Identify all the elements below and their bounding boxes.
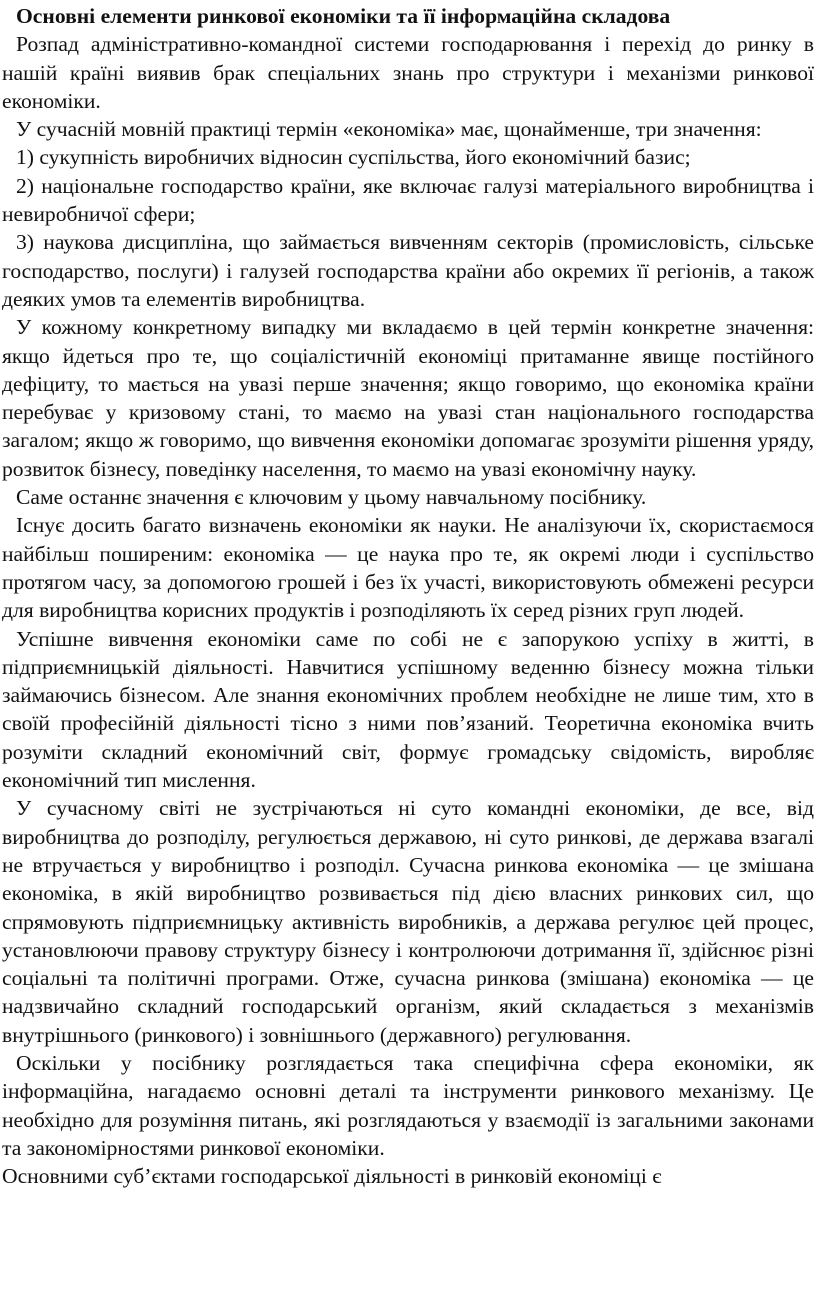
paragraph-key-meaning: Саме останнє значення є ключовим у цьому навчальному посібнику. bbox=[16, 485, 647, 510]
paragraph-success: Успішне вивчення економіки саме по собі не є запорукою успіху в житті, в підприємницькій діяльності. Навчитися успішному веденню бізнесу можна тільки займаючись бізнесом. Але знання економічних проблем необхідне не лише тим, хто в своїй професійній діяльності тісно з ними пов’язаний. Теоретична економіка вчить розуміти складний економічний світ, формує громадську свідомість, виробляє економічний тип мислення. bbox=[2, 626, 814, 793]
list-item-meaning-3: 3) наукова дисципліна, що займається вивченням секторів (промисловість, сільське господарство, послуги) і галузей господарства країни або окремих її регіонів, а також деяких умов та елементів виробництва. bbox=[2, 230, 814, 311]
paragraph-mixed-economy: У сучасному світі не зустрічаються ні суто командні економіки, де все, від виробництва до розподілу, регулюється державою, ні суто ринкові, де держава взагалі не втручається у виробництво і розподіл. Сучасна ринкова економіка — це змішана економіка, в якій виробництво розвивається під дією власних ринкових сил, що спрямовують підприємницьку активність виробників, а держава регулює цей процес, установлюючи правову структуру бізнесу і контролюючи дотримання її, здійснює різні соціальні та політичні програми. Отже, сучасна ринкова (змішана) економіка — це надзвичайно складний господарський організм, який складається з механізмів внутрішнього (ринкового) і зовнішнього (державного) регулювання. bbox=[2, 796, 814, 1047]
paragraph-intro: Розпад адміністративно-командної системи господарювання і перехід до ринку в нашій країні виявив брак спеціальних знань про структури і механізми ринкової економіки. bbox=[2, 32, 814, 113]
paragraph-definition: Існує досить багато визначень економіки як науки. Не аналізуючи їх, скористаємося найбільш поширеним: економіка — це наука про те, як окремі люди і суспільство протягом часу, за допомогою грошей і без їх участі, використовують обмежені ресурси для виробництва корисних продуктів і розподіляють їх серед різних груп людей. bbox=[2, 513, 814, 623]
paragraph-information-sphere: Оскільки у посібнику розглядається така специфічна сфера економіки, як інформаційна, нагадаємо основні деталі та інструменти ринкового механізму. Це необхідно для розуміння питань, які розглядаються у взаємодії із загальними законами та закономірностями ринкової економіки. bbox=[2, 1050, 814, 1160]
paragraph-term-meanings: У сучасній мовній практиці термін «економіка» має, щонайменше, три значення: bbox=[16, 117, 762, 142]
paragraph-specific-meaning: У кожному конкретному випадку ми вкладаємо в цей термін конкретне значення: якщо йдеться про те, що соціалістичній економіці притаманне явище постійного дефіциту, то мається на увазі перше значення; якщо говоримо, що економіка країни перебуває у кризовому стані, то маємо на увазі стан національного господарства загалом; якщо ж говоримо, що вивчення економіки допомагає зрозуміти рішення уряду, розвиток бізнесу, поведінку населення, то маємо на увазі економічну науку. bbox=[2, 315, 814, 481]
list-item-meaning-2: 2) національне господарство країни, яке включає галузі матеріального виробництва і невиробничої сфери; bbox=[2, 173, 814, 227]
paragraph-subjects: Основними суб’єктами господарської діяльності в ринковій економіці є bbox=[2, 1164, 662, 1189]
list-item-meaning-1: 1) сукупність виробничих відносин суспільства, його економічний базис; bbox=[16, 145, 691, 170]
document-title: Основні елементи ринкової економіки та її інформаційна складова bbox=[16, 4, 671, 28]
